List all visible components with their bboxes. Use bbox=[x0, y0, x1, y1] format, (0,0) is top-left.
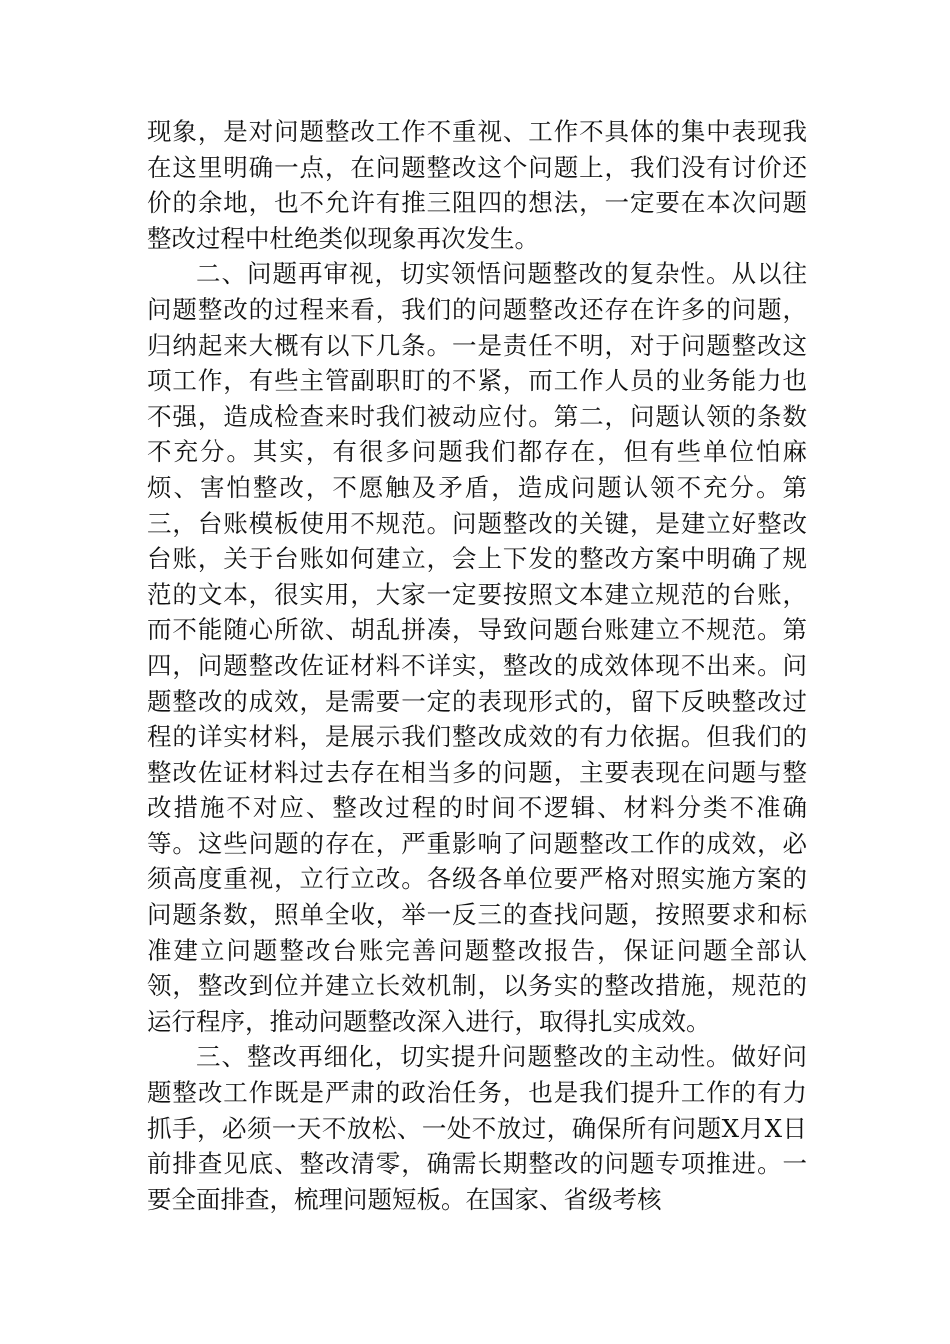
paragraph-1: 现象，是对问题整改工作不重视、工作不具体的集中表现我在这里明确一点，在问题整改这个问题上，我们没有讨价还价的余地，也不允许有推三阻四的想法，一定要在本次问题整改过程中杜绝类似现象再次发生。 bbox=[147, 117, 807, 253]
paragraph-3: 三、整改再细化，切实提升问题整改的主动性。做好问题整改工作既是严肃的政治任务，也是我们提升工作的有力抓手，必须一天不放松、一处不放过，确保所有问题X月X日前排查见底、整改清零，确需长期整改的问题专项推进。一要全面排查，梳理问题短板。在国家、省级考核 bbox=[147, 1042, 807, 1214]
document-body bbox=[147, 114, 807, 1217]
paragraph-2: 二、问题再审视，切实领悟问题整改的复杂性。从以往问题整改的过程来看，我们的问题整改还存在许多的问题，归纳起来大概有以下几条。一是责任不明，对于问题整改这项工作，有些主管副职盯的不紧，而工作人员的业务能力也不强，造成检查来时我们被动应付。第二，问题认领的条数不充分。其实，有很多问题我们都存在，但有些单位怕麻烦、害怕整改，不愿触及矛盾，造成问题认领不充分。第三，台账模板使用不规范。问题整改的关键，是建立好整改台账，关于台账如何建立，会上下发的整改方案中明确了规范的文本，很实用，大家一定要按照文本建立规范的台账，而不能随心所欲、胡乱拼凑，导致问题台账建立不规范。第四，问题整改佐证材料不详实，整改的成效体现不出来。问题整改的成效，是需要一定的表现形式的，留下反映整改过程的详实材料，是展示我们整改成效的有力依据。但我们的整改佐证材料过去存在相当多的问题，主要表现在问题与整改措施不对应、整改过程的时间不逻辑、材料分类不准确等。这些问题的存在，严重影响了问题整改工作的成效，必须高度重视，立行立改。各级各单位要严格对照实施方案的问题条数，照单全收，举一反三的查找问题，按照要求和标准建立问题整改台账完善问题整改报告，保证问题全部认领，整改到位并建立长效机制，以务实的整改措施，规范的运行程序，推动问题整改深入进行，取得扎实成效。 bbox=[147, 259, 807, 1036]
